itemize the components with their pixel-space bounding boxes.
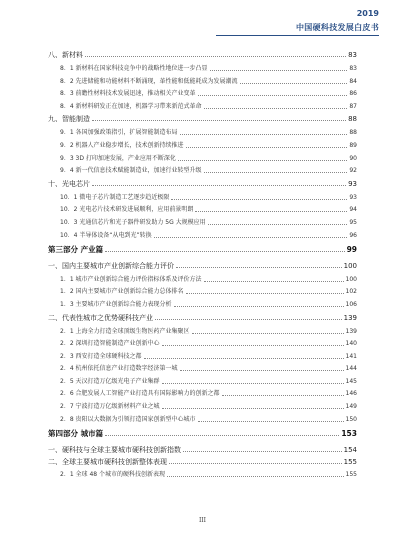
toc-entry-page: 155 (343, 458, 357, 467)
toc-entry-page: 106 (345, 300, 357, 308)
toc-entry-label: 8．2 先进储能和功能材料不断涌现，革性能和低能耗成为发展潮流 (60, 77, 238, 85)
toc-entry-page: 88 (348, 115, 357, 124)
toc-leader-dots (169, 462, 342, 464)
toc-leader-dots (92, 119, 346, 121)
toc-entry-label: 一、国内主要城市产业创新综合能力评价 (48, 261, 174, 270)
toc-entry-page: 100 (343, 261, 357, 270)
toc-leader-dots (183, 450, 342, 452)
toc-entry-label: 8．4 新材料研发正在加速，机器学习带来新范式革命 (60, 102, 202, 110)
toc-chapter[interactable] (48, 180, 357, 188)
toc-section[interactable] (48, 142, 357, 150)
toc-leader-dots (105, 250, 344, 252)
toc-entry-page: 87 (349, 102, 357, 110)
toc-entry-page: 139 (343, 313, 357, 322)
toc-leader-dots (144, 357, 344, 359)
toc-entry-label: 9．1 各国加强政策指引，扩展智能制造布局 (60, 129, 178, 137)
toc-section[interactable] (48, 103, 357, 111)
toc-leader-dots (204, 107, 348, 109)
toc-section[interactable] (48, 167, 357, 175)
toc-entry-page: 154 (343, 445, 357, 454)
toc-leader-dots (171, 198, 347, 200)
toc-entry-label: 2．1 全球 48 个城市的硬科技创新表现 (60, 471, 165, 479)
toc-leader-dots (154, 236, 348, 238)
toc-section[interactable] (48, 206, 357, 214)
toc-entry-page: 92 (349, 167, 357, 175)
toc-section[interactable] (48, 378, 357, 386)
toc-chapter[interactable] (48, 262, 357, 270)
toc-chapter[interactable] (48, 446, 357, 454)
toc-leader-dots (186, 292, 344, 294)
toc-entry-label: 十、光电芯片 (48, 179, 90, 188)
toc-entry-page: 90 (349, 154, 357, 162)
toc-entry-page: 149 (345, 403, 357, 411)
toc-chapter[interactable] (48, 458, 357, 466)
toc-leader-dots (162, 382, 344, 384)
toc-leader-dots (210, 69, 348, 71)
toc-entry-label: 10．4 半导体设备“从电到光”转换 (60, 231, 152, 239)
toc-leader-dots (240, 82, 348, 84)
toc-entry-label: 2．8 贵阳以大数据为引领打造国家创新型中心城市 (60, 415, 196, 423)
toc-entry-label: 2．5 天汉打造万亿级光电子产业集群 (60, 377, 160, 385)
toc-entry-page: 89 (349, 141, 357, 149)
toc-entry-label: 10．3 光通信芯片和光子器件研发助力 5G 大规模应用 (60, 218, 206, 226)
toc-section[interactable] (48, 90, 357, 98)
toc-section[interactable] (48, 78, 357, 86)
toc-entry-page: 86 (349, 90, 357, 98)
toc-section[interactable] (48, 471, 357, 479)
header-title: 中国硬科技发展白皮书 (296, 23, 379, 32)
toc-entry-page: 94 (349, 206, 357, 214)
toc-entry-label: 1．3 主要城市产业创新综合能力表现分析 (60, 300, 172, 308)
toc-leader-dots (208, 223, 348, 225)
toc-entry-label: 二、全球主要城市硬科技创新整体表现 (48, 458, 167, 467)
toc-entry-label: 2．7 宁波打造万亿级新材料产业之城 (60, 403, 160, 411)
toc-entry-label: 10．1 微电子芯片制造工艺逐步趋近极限 (60, 193, 170, 201)
toc-entry-page: 155 (345, 471, 357, 479)
toc-entry-page: 140 (345, 340, 357, 348)
toc-leader-dots (204, 280, 344, 282)
toc-entry-label: 10．2 光电芯片技术研发进展顺利，应用前景明朗 (60, 206, 194, 214)
toc-chapter[interactable] (48, 115, 357, 123)
table-of-contents (48, 51, 357, 479)
toc-leader-dots (162, 344, 344, 346)
toc-section[interactable] (48, 365, 357, 373)
toc-entry-label: 一、硬科技与全球主要城市硬科技创新指数 (48, 445, 181, 454)
toc-entry-page: 96 (349, 231, 357, 239)
toc-section[interactable] (48, 129, 357, 137)
toc-chapter[interactable] (48, 51, 357, 59)
toc-entry-page: 88 (349, 129, 357, 137)
toc-part-heading[interactable] (48, 246, 357, 254)
toc-entry-page: 145 (345, 377, 357, 385)
toc-entry-page: 93 (348, 179, 357, 188)
toc-entry-page: 99 (346, 245, 357, 255)
toc-entry-page: 102 (345, 288, 357, 296)
toc-entry-label: 2．4 杭州依托信息产业打造数字经济第一城 (60, 365, 178, 373)
toc-entry-label: 第三部分 产业篇 (48, 245, 104, 255)
toc-entry-page: 83 (348, 51, 357, 59)
toc-section[interactable] (48, 403, 357, 411)
toc-section[interactable] (48, 219, 357, 227)
toc-section[interactable] (48, 416, 357, 424)
toc-entry-page: 150 (345, 415, 357, 423)
toc-leader-dots (174, 305, 344, 307)
page-header (0, 0, 405, 40)
toc-leader-dots (167, 475, 344, 477)
toc-leader-dots (178, 159, 347, 161)
toc-entry-label: 九、智能制造 (48, 115, 90, 124)
toc-entry-label: 1．1 城市产业创新综合能力评价指标体系及评价方法 (60, 275, 202, 283)
toc-section[interactable] (48, 194, 357, 202)
toc-entry-page: 139 (345, 327, 357, 335)
toc-section[interactable] (48, 328, 357, 336)
toc-section[interactable] (48, 155, 357, 163)
toc-entry-page: 100 (345, 275, 357, 283)
toc-entry-label: 二、代表性城市之优势硬科技产业 (48, 313, 153, 322)
toc-entry-label: 2．6 合肥发展人工智能产业打造具有国际影响力的创新之都 (60, 390, 220, 398)
toc-leader-dots (105, 434, 339, 436)
toc-part-heading[interactable] (48, 430, 357, 438)
header-year: 2019 (356, 9, 379, 18)
toc-leader-dots (180, 133, 348, 135)
toc-entry-page: 84 (349, 77, 357, 85)
toc-section[interactable] (48, 390, 357, 398)
toc-entry-label: 八、新材料 (48, 51, 83, 59)
toc-entry-label: 1．2 国内主要城市产业创新综合能力总体排名 (60, 288, 184, 296)
toc-entry-label: 2．3 西安打造全球硬科技之都 (60, 352, 142, 360)
toc-section[interactable] (48, 65, 357, 73)
toc-section[interactable] (48, 340, 357, 348)
toc-leader-dots (85, 55, 346, 57)
toc-leader-dots (204, 171, 348, 173)
toc-entry-label: 9．3 3D 打印加速发展，产业应用不断深化 (60, 154, 176, 162)
toc-entry-label: 2．2 深圳打造智能制造产业创新中心 (60, 340, 160, 348)
toc-leader-dots (192, 332, 344, 334)
toc-section[interactable] (48, 288, 357, 296)
toc-leader-dots (162, 407, 344, 409)
toc-leader-dots (186, 146, 348, 148)
toc-entry-label: 9．4 新一代信息技术赋能制造业，加速行业转型升级 (60, 167, 202, 175)
toc-leader-dots (198, 94, 348, 96)
toc-entry-page: 144 (345, 365, 357, 373)
toc-entry-label: 2．1 上海全力打造全球顶级生物医药产业集聚区 (60, 327, 190, 335)
toc-leader-dots (222, 394, 344, 396)
toc-leader-dots (92, 184, 346, 186)
toc-leader-dots (195, 210, 347, 212)
toc-entry-page: 153 (341, 429, 357, 439)
toc-section[interactable] (48, 301, 357, 309)
toc-leader-dots (198, 420, 344, 422)
header-rule (216, 35, 379, 36)
toc-section[interactable] (48, 276, 357, 284)
toc-leader-dots (176, 266, 342, 268)
toc-section[interactable] (48, 232, 357, 240)
toc-entry-page: 141 (345, 352, 357, 360)
toc-entry-page: 93 (349, 193, 357, 201)
toc-chapter[interactable] (48, 314, 357, 322)
toc-leader-dots (180, 369, 344, 371)
toc-entry-label: 9．2 机器人产业稳步增长，技术创新持续推进 (60, 141, 184, 149)
page-number: III (198, 517, 207, 524)
toc-entry-page: 83 (349, 65, 357, 72)
toc-entry-label: 8．3 前瞻性材料技术发展迅速，推动相关产业变革 (60, 90, 196, 98)
toc-leader-dots (155, 318, 342, 320)
toc-entry-label: 第四部分 城市篇 (48, 429, 104, 439)
toc-entry-page: 95 (349, 218, 357, 226)
toc-entry-label: 8．1 新材料在国家科技竞争中的战略性地位进一步凸显 (60, 65, 208, 72)
toc-entry-page: 146 (345, 390, 357, 398)
toc-section[interactable] (48, 353, 357, 361)
